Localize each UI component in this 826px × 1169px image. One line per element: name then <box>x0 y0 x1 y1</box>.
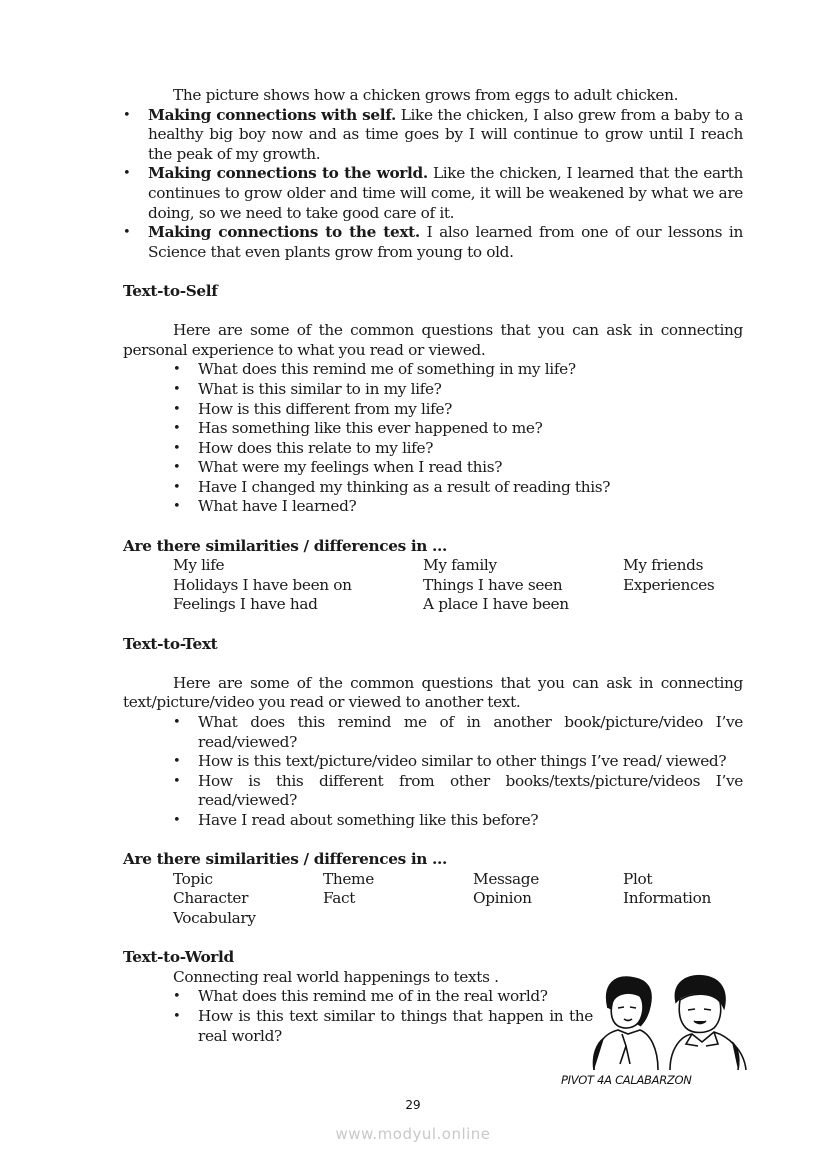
question-text: What have I learned? <box>198 497 357 516</box>
grid-cell: Things I have seen <box>423 575 563 594</box>
bullet-text: I also learned from one of our lessons in Science that even plants grow from young to old. <box>148 223 743 261</box>
grid-cell: Feelings I have had <box>173 595 318 614</box>
question-text: How is this different from other books/texts/picture/videos I’ve read/viewed? <box>198 771 743 810</box>
intro-paragraph: The picture shows how a chicken grows from eggs to adult chicken. <box>173 86 679 104</box>
grid-cell: Theme <box>323 869 374 888</box>
question-text: What were my feelings when I read this? <box>198 458 503 477</box>
grid-cell: My friends <box>623 556 704 575</box>
text-to-text-questions <box>123 713 743 831</box>
spacer <box>123 831 743 851</box>
question-text: How is this text/picture/video similar to other things I’ve read/ viewed? <box>198 752 727 771</box>
question-text: What does this remind me of something in my life? <box>198 360 576 379</box>
spacer <box>123 302 743 322</box>
list-item <box>173 811 743 831</box>
text-to-world-intro: Connecting real world happenings to texts . <box>173 967 499 986</box>
publisher-caption: PIVOT 4A CALABARZON <box>561 1073 692 1087</box>
spacer <box>123 262 743 282</box>
grid-cell: Experiences <box>623 575 715 594</box>
document-page <box>123 86 743 1046</box>
bullet-icon: • <box>173 421 181 437</box>
list-item <box>173 439 743 459</box>
bullet-icon: • <box>173 1008 181 1024</box>
grid-cell <box>473 909 623 929</box>
text-to-world-questions <box>123 987 593 1046</box>
list-item <box>123 164 743 223</box>
list-item <box>173 713 743 752</box>
girl-figure <box>593 977 658 1070</box>
grid-cell: My life <box>173 556 225 575</box>
section-heading-text-to-text: Text-to-Text <box>123 634 218 653</box>
list-item <box>173 752 743 772</box>
grid-cell: Information <box>623 889 711 908</box>
boy-figure <box>670 976 746 1070</box>
spacer <box>123 654 743 674</box>
list-item <box>173 987 593 1007</box>
bullet-text: Like the chicken, I learned that the earth continues to grow older and time will come, it will be weakened by what we are doing, so we need to take good care of it. <box>148 164 743 222</box>
question-text: Have I read about something like this before? <box>198 810 539 829</box>
list-item <box>123 106 743 165</box>
list-item <box>173 360 743 380</box>
grid-cell: Message <box>473 869 539 888</box>
grid-cell: Fact <box>323 889 356 908</box>
grid-cell <box>323 909 473 929</box>
spacer <box>123 517 743 537</box>
list-item <box>173 772 743 811</box>
bullet-icon: • <box>173 812 181 828</box>
list-item <box>173 497 743 517</box>
grid-cell: Character <box>173 889 249 908</box>
list-item <box>173 1007 593 1046</box>
bullet-icon: • <box>173 754 181 770</box>
bullet-icon: • <box>173 989 181 1005</box>
grid-cell: Opinion <box>473 889 532 908</box>
list-item <box>173 400 743 420</box>
list-item <box>173 458 743 478</box>
grid-cell: My family <box>423 556 497 575</box>
watermark-link[interactable]: www.modyul.online <box>335 1125 491 1143</box>
page-number: 29 <box>405 1098 421 1112</box>
question-text: How is this different from my life? <box>198 399 453 418</box>
bullet-label: Making connections to the world. <box>148 164 428 183</box>
self-similarities-grid <box>123 556 743 615</box>
spacer <box>123 615 743 635</box>
question-text: What does this remind me of in the real world? <box>198 987 548 1006</box>
grid-cell <box>623 595 743 615</box>
bullet-icon: • <box>173 715 181 730</box>
question-text: What does this remind me of in another book/picture/video I’ve read/viewed? <box>198 713 743 751</box>
grid-cell: Holidays I have been on <box>173 575 352 594</box>
text-to-world-block <box>123 968 593 1046</box>
bullet-icon: • <box>173 479 181 495</box>
bullet-icon: • <box>173 401 181 417</box>
bullet-icon: • <box>123 166 131 182</box>
section-heading-text-to-self: Text-to-Self <box>123 281 218 300</box>
question-text: How is this text similar to things that happen in the real world? <box>198 1006 593 1045</box>
connections-list <box>123 106 743 263</box>
bullet-icon: • <box>173 381 181 397</box>
grid-cell <box>623 909 773 929</box>
bullet-icon: • <box>173 773 181 789</box>
bullet-icon: • <box>123 225 131 241</box>
section-heading-text-to-world: Text-to-World <box>123 948 234 967</box>
question-text: How does this relate to my life? <box>198 438 434 457</box>
bullet-icon: • <box>173 499 181 515</box>
text-to-text-paragraph: Here are some of the common questions that you can ask in connecting text/picture/video you read or viewed to another text. <box>123 673 743 712</box>
bullet-label: Making connections to the text. <box>148 223 420 242</box>
question-text: Have I changed my thinking as a result of reading this? <box>198 477 611 496</box>
bullet-text: Like the chicken, I also grew from a baby to a healthy big boy now and as time goes by I will continue to grow until I reach the peak of my growth. <box>148 105 743 163</box>
spacer <box>123 929 743 949</box>
bullet-icon: • <box>173 440 181 456</box>
question-text: What is this similar to in my life? <box>198 379 442 398</box>
bullet-icon: • <box>123 107 131 123</box>
text-to-self-paragraph: Here are some of the common questions that you can ask in connecting personal experience to what you read or viewed. <box>123 321 743 359</box>
grid-cell: Plot <box>623 869 653 888</box>
list-item <box>173 419 743 439</box>
text-to-self-questions <box>123 360 743 517</box>
grid-cell: A place I have been <box>423 595 569 614</box>
grid-cell: Vocabulary <box>173 908 256 927</box>
question-text: Has something like this ever happened to me? <box>198 419 543 438</box>
grid-cell: Topic <box>173 869 213 888</box>
two-students-illustration-icon <box>588 972 748 1070</box>
similarities-heading: Are there similarities / differences in ... <box>123 850 447 869</box>
bullet-icon: • <box>173 460 181 476</box>
list-item <box>173 478 743 498</box>
list-item <box>123 223 743 262</box>
text-similarities-grid <box>123 870 743 929</box>
list-item <box>173 380 743 400</box>
bullet-label: Making connections with self. <box>148 105 396 124</box>
bullet-icon: • <box>173 362 181 378</box>
similarities-heading: Are there similarities / differences in ... <box>123 536 447 555</box>
